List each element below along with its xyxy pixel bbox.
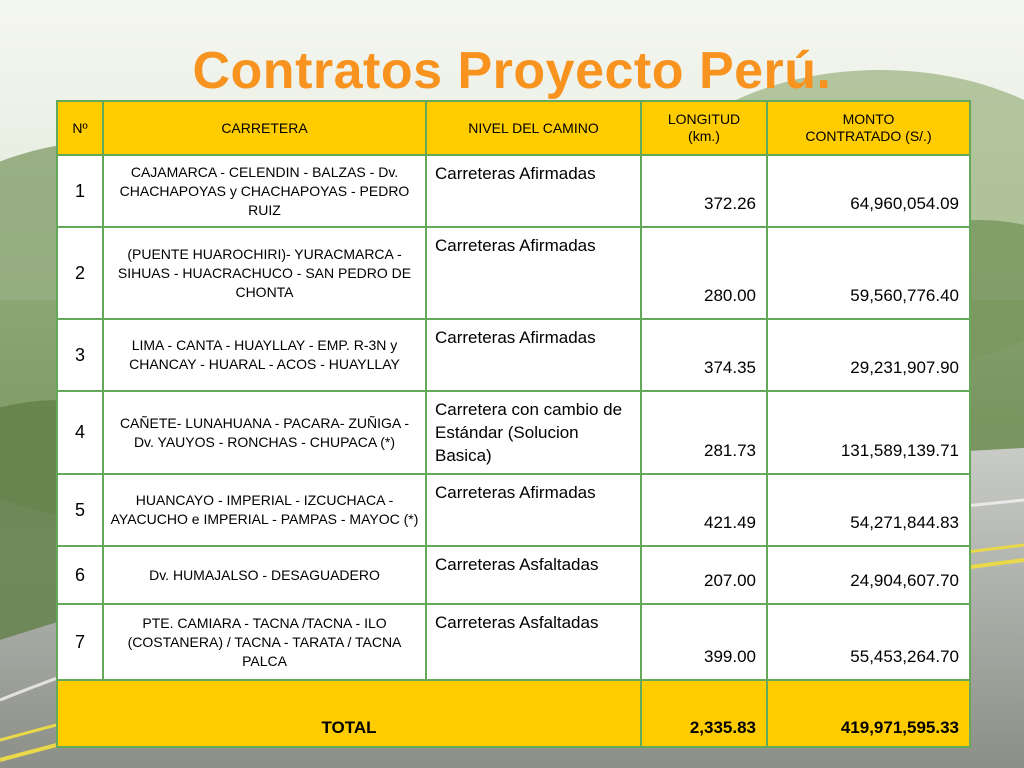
table-row — [57, 391, 970, 474]
row-road: Dv. HUMAJALSO - DESAGUADERO — [103, 546, 426, 604]
total-length: 2,335.83 — [641, 680, 767, 747]
header-amount-line2: CONTRATADO (S/.) — [805, 128, 932, 144]
table-row — [57, 155, 970, 227]
table-row — [57, 474, 970, 546]
slide-title: Contratos Proyecto Perú. — [192, 42, 832, 100]
total-amount: 419,971,595.33 — [767, 680, 970, 747]
row-road: (PUENTE HUAROCHIRI)- YURACMARCA - SIHUAS - HUACRACHUCO - SAN PEDRO DE CHONTA — [103, 227, 426, 319]
row-amount: 59,560,776.40 — [767, 227, 970, 319]
row-length: 372.26 — [641, 155, 767, 227]
header-length-line1: LONGITUD — [667, 111, 741, 127]
row-road: CAÑETE- LUNAHUANA - PACARA- ZUÑIGA - Dv. YAUYOS - RONCHAS - CHUPACA (*) — [103, 391, 426, 474]
contracts-table — [56, 100, 971, 748]
header-length-line2: (km.) — [688, 128, 720, 144]
row-length: 207.00 — [641, 546, 767, 604]
row-level: Carreteras Afirmadas — [426, 155, 641, 227]
row-road: CAJAMARCA - CELENDIN - BALZAS - Dv. CHACHAPOYAS y CHACHAPOYAS - PEDRO RUIZ — [103, 155, 426, 227]
row-number: 5 — [57, 474, 103, 546]
header-length — [641, 101, 767, 155]
table-row — [57, 319, 970, 391]
header-level: NIVEL DEL CAMINO — [426, 101, 641, 155]
header-road: CARRETERA — [103, 101, 426, 155]
row-length: 281.73 — [641, 391, 767, 474]
row-level: Carreteras Afirmadas — [426, 227, 641, 319]
table-row — [57, 227, 970, 319]
header-amount-line1: MONTO — [842, 111, 895, 127]
header-amount — [767, 101, 970, 155]
row-number: 4 — [57, 391, 103, 474]
row-level: Carreteras Afirmadas — [426, 319, 641, 391]
row-level: Carreteras Afirmadas — [426, 474, 641, 546]
row-level: Carreteras Asfaltadas — [426, 546, 641, 604]
row-amount: 131,589,139.71 — [767, 391, 970, 474]
table-row — [57, 546, 970, 604]
row-number: 3 — [57, 319, 103, 391]
row-amount: 24,904,607.70 — [767, 546, 970, 604]
row-road: PTE. CAMIARA - TACNA /TACNA - ILO (COSTANERA) / TACNA - TARATA / TACNA PALCA — [103, 604, 426, 680]
row-length: 280.00 — [641, 227, 767, 319]
row-road: HUANCAYO - IMPERIAL - IZCUCHACA - AYACUCHO e IMPERIAL - PAMPAS - MAYOC (*) — [103, 474, 426, 546]
row-amount: 55,453,264.70 — [767, 604, 970, 680]
row-length: 374.35 — [641, 319, 767, 391]
row-number: 2 — [57, 227, 103, 319]
total-label: TOTAL — [57, 680, 641, 747]
total-row — [57, 680, 970, 747]
row-number: 7 — [57, 604, 103, 680]
row-amount: 54,271,844.83 — [767, 474, 970, 546]
row-level: Carreteras Asfaltadas — [426, 604, 641, 680]
row-road: LIMA - CANTA - HUAYLLAY - EMP. R-3N y CHANCAY - HUARAL - ACOS - HUAYLLAY — [103, 319, 426, 391]
table-header-row — [57, 101, 970, 155]
row-amount: 29,231,907.90 — [767, 319, 970, 391]
row-amount: 64,960,054.09 — [767, 155, 970, 227]
row-level: Carretera con cambio de Estándar (Solucion Basica) — [426, 391, 641, 474]
header-num: Nº — [57, 101, 103, 155]
row-number: 6 — [57, 546, 103, 604]
row-length: 399.00 — [641, 604, 767, 680]
table-row — [57, 604, 970, 680]
row-number: 1 — [57, 155, 103, 227]
row-length: 421.49 — [641, 474, 767, 546]
